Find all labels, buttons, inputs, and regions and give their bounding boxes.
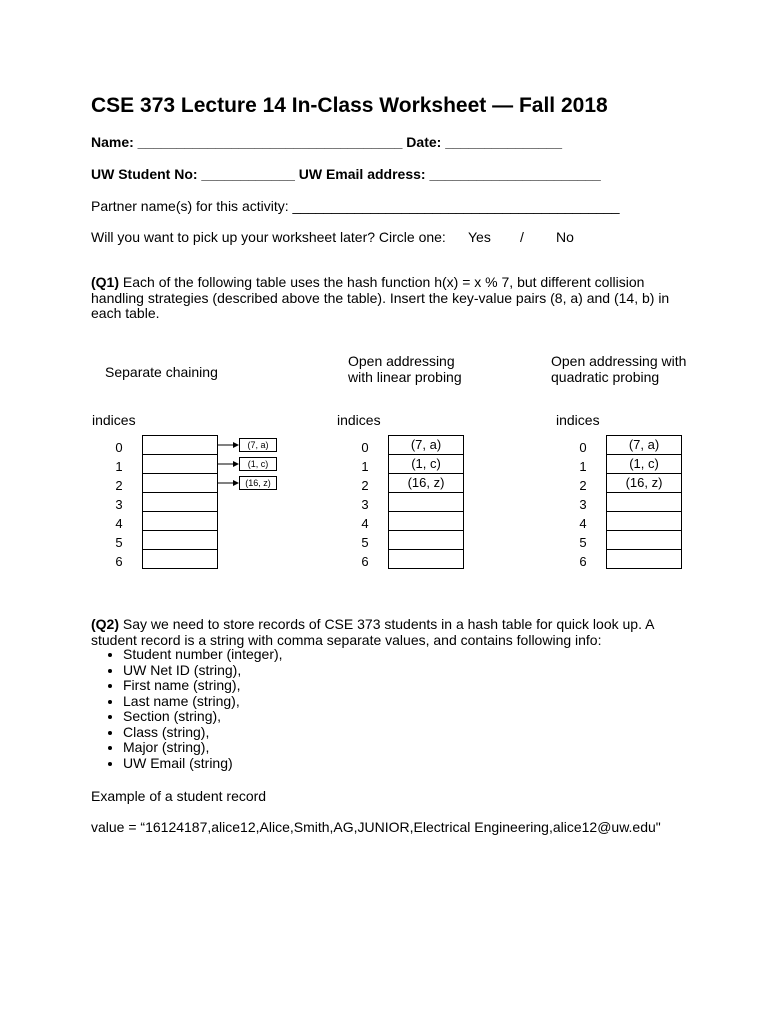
- table-cell[interactable]: [606, 549, 682, 569]
- index-label: 6: [361, 554, 369, 569]
- index-label: 3: [361, 497, 369, 512]
- q1-text: Each of the following table uses the hash function h(x) = x % 7, but different collision handling strategies (described above the table). Insert the key-value pairs (8, a) and (14, b) in each table.: [91, 274, 670, 321]
- table-heading-linear-line1: Open addressing: [348, 353, 455, 369]
- index-label: 4: [579, 516, 587, 531]
- table-heading-separate-chaining: Separate chaining: [105, 364, 218, 380]
- index-label: 2: [361, 478, 369, 493]
- index-label: 0: [361, 440, 369, 455]
- list-item: • UW Net ID (string),: [123, 663, 283, 679]
- table-cell[interactable]: [142, 549, 218, 569]
- list-item: • UW Email (string): [123, 756, 283, 772]
- q1-prompt: [91, 275, 671, 322]
- slash-separator: /: [520, 229, 524, 245]
- list-item: • Student number (integer),: [123, 647, 283, 663]
- index-label: 5: [115, 535, 123, 550]
- q2-text: Say we need to store records of CSE 373 students in a hash table for quick look up. A student record is a string with comma separate values, and contains following info:: [91, 616, 654, 648]
- list-item: • Section (string),: [123, 709, 283, 725]
- index-label: 0: [579, 440, 587, 455]
- record-fields-list: [103, 647, 283, 771]
- partner-line[interactable]: Partner name(s) for this activity: __________________________________________: [91, 198, 620, 214]
- index-label: 4: [115, 516, 123, 531]
- table-heading-linear-line2: with linear probing: [348, 369, 462, 385]
- table-cell[interactable]: (16, z): [388, 473, 464, 493]
- table-cell[interactable]: (16, z): [606, 473, 682, 493]
- index-label: 1: [115, 459, 123, 474]
- indices-label-1: indices: [92, 412, 136, 428]
- index-label: 2: [579, 478, 587, 493]
- chain-node: (7, a): [239, 438, 277, 452]
- table-cell[interactable]: (7, a): [606, 435, 682, 455]
- indices-label-3: indices: [556, 412, 600, 428]
- table-cell[interactable]: (1, c): [606, 454, 682, 474]
- table-cell[interactable]: [142, 473, 218, 493]
- table-cell[interactable]: [388, 530, 464, 550]
- index-label: 6: [115, 554, 123, 569]
- table-cell[interactable]: [142, 530, 218, 550]
- chain-node: (1, c): [239, 457, 277, 471]
- table-cell[interactable]: [388, 492, 464, 512]
- example-value: value = “16124187,alice12,Alice,Smith,AG,JUNIOR,Electrical Engineering,alice12@uw.edu": [91, 819, 661, 835]
- index-label: 6: [579, 554, 587, 569]
- list-item: • Major (string),: [123, 740, 283, 756]
- index-label: 5: [361, 535, 369, 550]
- list-item: • Class (string),: [123, 725, 283, 741]
- table-cell[interactable]: [142, 454, 218, 474]
- chain-node: (16, z): [239, 476, 277, 490]
- table-cell[interactable]: (7, a): [388, 435, 464, 455]
- index-label: 0: [115, 440, 123, 455]
- page-title: CSE 373 Lecture 14 In-Class Worksheet — Fall 2018: [91, 94, 608, 117]
- no-option[interactable]: No: [556, 229, 574, 245]
- table-cell[interactable]: (1, c): [388, 454, 464, 474]
- example-label: Example of a student record: [91, 788, 267, 804]
- table-cell[interactable]: [388, 511, 464, 531]
- indices-label-2: indices: [337, 412, 381, 428]
- table-cell[interactable]: [606, 511, 682, 531]
- list-item: • First name (string),: [123, 678, 283, 694]
- table-heading-quadratic-line1: Open addressing with: [551, 353, 687, 369]
- q2-label: (Q2): [91, 616, 119, 632]
- q1-label: (Q1): [91, 274, 119, 290]
- name-date-line[interactable]: Name: __________________________________ Date: _______________: [91, 134, 562, 150]
- index-label: 4: [361, 516, 369, 531]
- index-label: 3: [579, 497, 587, 512]
- index-label: 2: [115, 478, 123, 493]
- table-cell[interactable]: [142, 492, 218, 512]
- table-heading-quadratic-line2: quadratic probing: [551, 369, 660, 385]
- pickup-question: Will you want to pick up your worksheet later? Circle one:: [91, 229, 446, 245]
- index-label: 5: [579, 535, 587, 550]
- table-cell[interactable]: [142, 435, 218, 455]
- student-email-line[interactable]: UW Student No: ____________ UW Email address: ______________________: [91, 166, 601, 182]
- table-cell[interactable]: [388, 549, 464, 569]
- yes-option[interactable]: Yes: [468, 229, 491, 245]
- index-label: 3: [115, 497, 123, 512]
- table-cell[interactable]: [606, 492, 682, 512]
- q2-prompt: [91, 617, 671, 648]
- index-label: 1: [361, 459, 369, 474]
- table-cell[interactable]: [606, 530, 682, 550]
- list-item: • Last name (string),: [123, 694, 283, 710]
- table-cell[interactable]: [142, 511, 218, 531]
- index-label: 1: [579, 459, 587, 474]
